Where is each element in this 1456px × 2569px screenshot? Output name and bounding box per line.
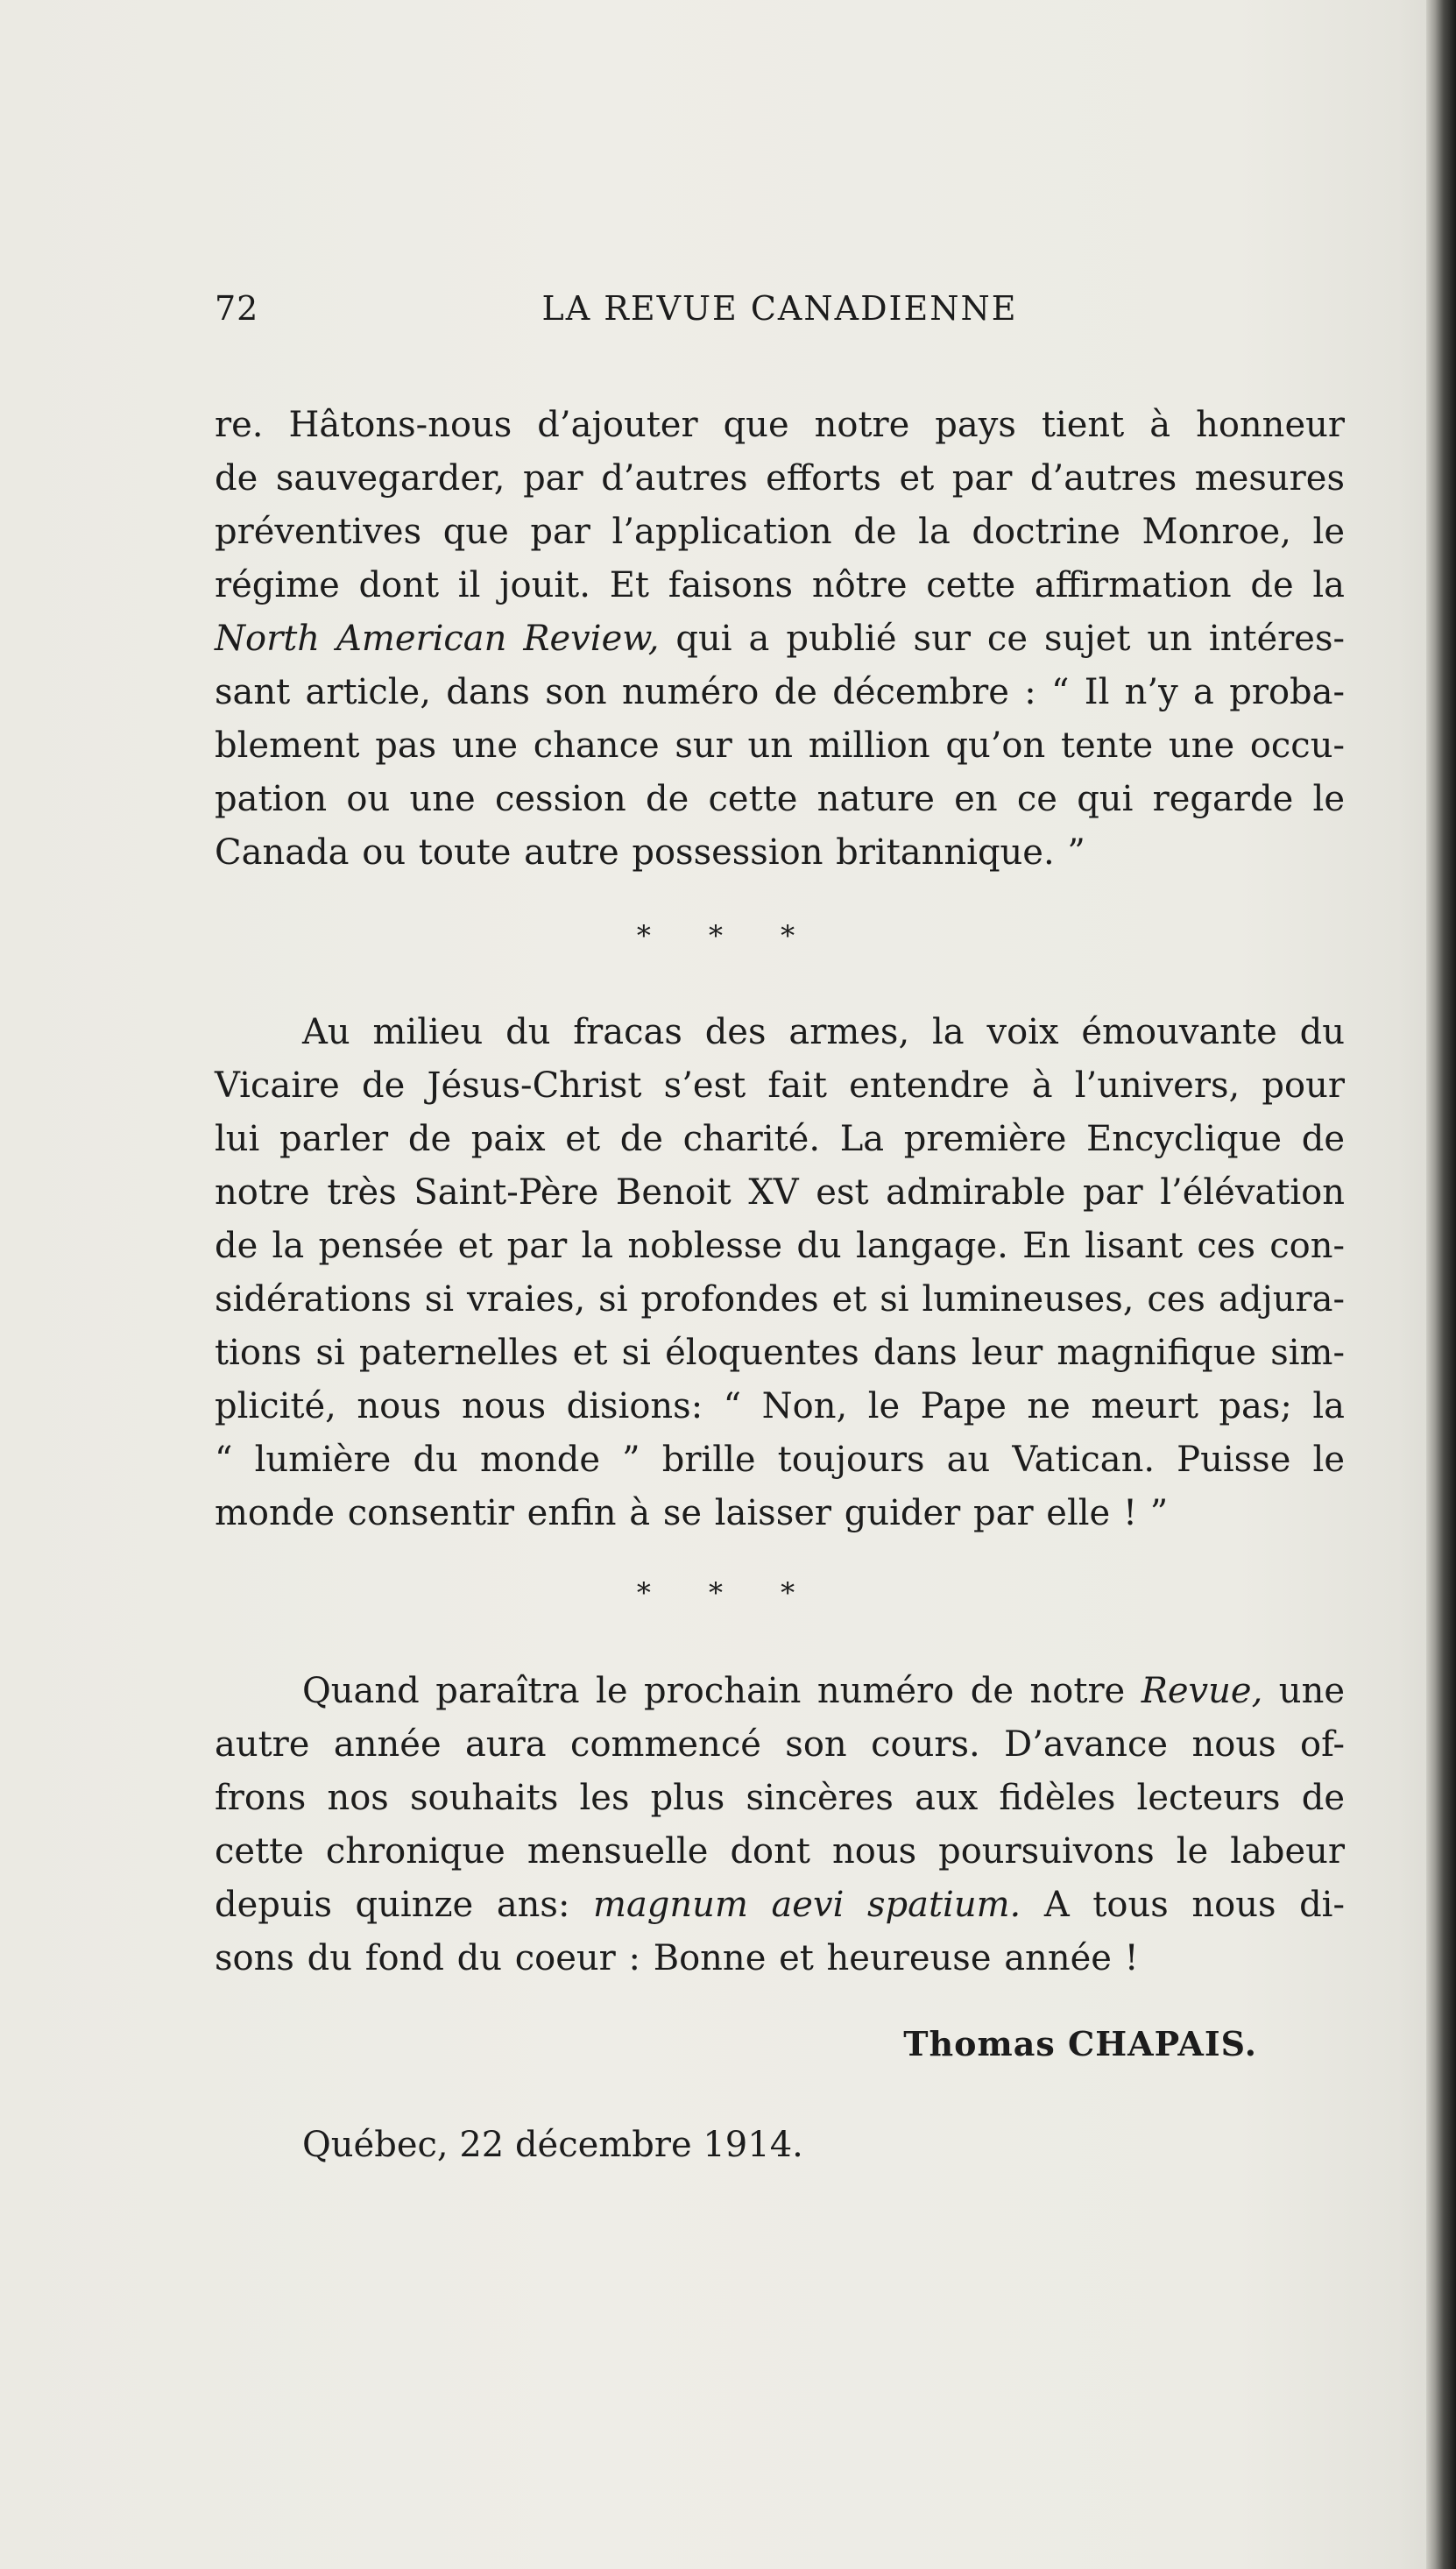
section-separator: * * * (636, 919, 820, 952)
page-number: 72 (215, 289, 259, 328)
text-line: de la pensée et par la noblesse du langage. En lisant ces con- (215, 1226, 1345, 1266)
text-line: “ lumière du monde ” brille toujours au Vatican. Puisse le (215, 1440, 1345, 1480)
italic-title: Revue, (1141, 1671, 1263, 1711)
text-line: lui parler de paix et de charité. La première Encyclique de (215, 1119, 1345, 1159)
italic-title: North American Review, (215, 619, 660, 659)
text-line: notre très Saint-Père Benoit XV est admirable par l’élévation (215, 1172, 1345, 1213)
text-line: sons du fond du coeur : Bonne et heureuse année ! (215, 1938, 1139, 1978)
text-line: sidérations si vraies, si profondes et si lumineuses, ces adjura- (215, 1279, 1345, 1320)
text-line: North American Review, qui a publié sur ce sujet un intéres- (215, 619, 1345, 659)
text-line: frons nos souhaits les plus sincères aux fidèles lecteurs de (215, 1778, 1345, 1818)
text-line: autre année aura commencé son cours. D’avance nous of- (215, 1724, 1345, 1765)
text-line: Canada ou toute autre possession britannique. ” (215, 832, 1085, 873)
text-line: Vicaire de Jésus-Christ s’est fait entendre à l’univers, pour (215, 1065, 1345, 1106)
italic-latin-phrase: magnum aevi spatium. (593, 1885, 1021, 1925)
paragraph-new-year (215, 1665, 1345, 1985)
paragraph-encyclical (215, 1006, 1345, 1540)
text-line: cette chronique mensuelle dont nous poursuivons le labeur (215, 1831, 1345, 1872)
text-line: tions si paternelles et si éloquentes dans leur magnifique sim- (215, 1333, 1345, 1373)
running-title: LA REVUE CANADIENNE (541, 289, 1018, 328)
text-line: préventives que par l’application de la doctrine Monroe, le (215, 512, 1345, 552)
text-line: blement pas une chance sur un million qu’on tente une occu- (215, 725, 1345, 766)
section-separator: * * * (636, 1576, 820, 1610)
text-line: sant article, dans son numéro de décembre : “ Il n’y a proba- (215, 672, 1345, 712)
text-line: depuis quinze ans: magnum aevi spatium. A tous nous di- (215, 1885, 1345, 1925)
text-line: régime dont il jouit. Et faisons nôtre cette affirmation de la (215, 565, 1345, 605)
paragraph-monroe-doctrine (215, 399, 1345, 880)
dateline: Québec, 22 décembre 1914. (302, 2125, 803, 2165)
text-line: plicité, nous nous disions: “ Non, le Pape ne meurt pas; la (215, 1386, 1345, 1426)
text-line: Quand paraîtra le prochain numéro de notre Revue, une (302, 1671, 1345, 1711)
text-line: de sauvegarder, par d’autres efforts et par d’autres mesures (215, 458, 1345, 499)
author-signature: Thomas CHAPAIS. (903, 2024, 1257, 2063)
text-line: pation ou une cession de cette nature en ce qui regarde le (215, 779, 1345, 819)
book-spine-shadow (1426, 0, 1456, 2569)
text-line: re. Hâtons-nous d’ajouter que notre pays tient à honneur (215, 405, 1345, 445)
text-line: monde consentir enfin à se laisser guider par elle ! ” (215, 1493, 1169, 1533)
running-header (215, 289, 1345, 331)
text-line: Au milieu du fracas des armes, la voix émouvante du (302, 1012, 1345, 1052)
